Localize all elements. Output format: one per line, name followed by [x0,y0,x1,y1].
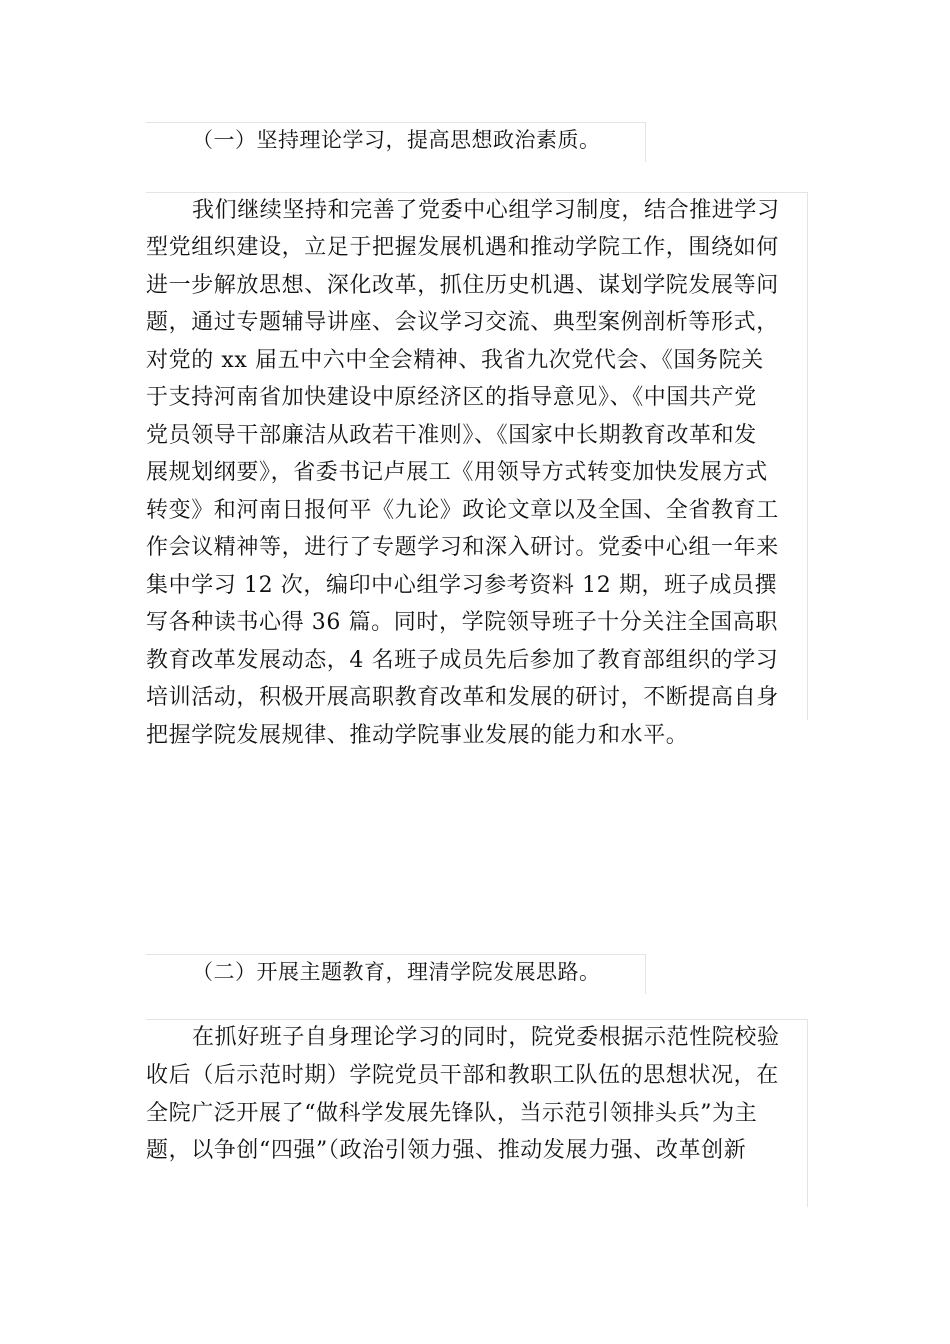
paragraph-line: 培训活动，积极开展高职教育改革和发展的研讨，不断提高自身 [146,685,779,710]
body-paragraph [146,192,808,748]
section-heading-text: （一）坚持理论学习，提高思想政治素质。 [192,128,601,152]
paragraph-line: 写各种读书心得 36 篇。同时，学院领导班子十分关注全国高职 [146,610,778,635]
paragraph-line: 型党组织建设，立足于把握发展机遇和推动学院工作，围绕如何 [146,235,779,260]
paragraph-line: 作会议精神等，进行了专题学习和深入研讨。党委中心组一年来 [146,535,779,560]
section-heading [146,954,646,994]
paragraph-line: 党员领导干部廉洁从政若干准则》、《国家中长期教育改革和发 [146,423,757,448]
section-heading [146,122,646,162]
paragraph-line: 全院广泛开展了“做科学发展先锋队，当示范引领排头兵”为主 [146,1101,758,1126]
paragraph-line: 集中学习 12 次，编印中心组学习参考资料 12 期，班子成员撰 [146,573,778,598]
paragraph-line: 展规划纲要》，省委书记卢展工《用领导方式转变加快发展方式 [146,460,768,485]
paragraph-line: 进一步解放思想、深化改革，抓住历史机遇、谋划学院发展等问 [146,273,779,298]
paragraph-line: 转变》和河南日报何平《九论》政论文章以及全国、全省教育工 [146,498,779,523]
paragraph-line: 把握学院发展规律、推动学院事业发展的能力和水平。 [146,723,689,748]
paragraph-line: 在抓好班子自身理论学习的同时，院党委根据示范性院校验 [192,1025,780,1050]
body-paragraph [146,1019,808,1207]
section-heading-text: （二）开展主题教育，理清学院发展思路。 [192,960,601,984]
paragraph-line: 我们继续坚持和完善了党委中心组学习制度，结合推进学习 [192,198,780,223]
paragraph-line: 于支持河南省加快建设中原经济区的指导意见》、《中国共产党 [146,385,757,410]
paragraph-line: 对党的 xx 届五中六中全会精神、我省九次党代会、《国务院关 [146,348,764,373]
paragraph-line: 题，以争创“四强”（政治引领力强、推动发展力强、改革创新 [146,1138,747,1163]
paragraph-line: 教育改革发展动态，4 名班子成员先后参加了教育部组织的学习 [146,648,779,673]
paragraph-line: 题，通过专题辅导讲座、会议学习交流、典型案例剖析等形式， [146,310,779,335]
paragraph-line: 收后（后示范时期）学院党员干部和教职工队伍的思想状况，在 [146,1063,779,1088]
